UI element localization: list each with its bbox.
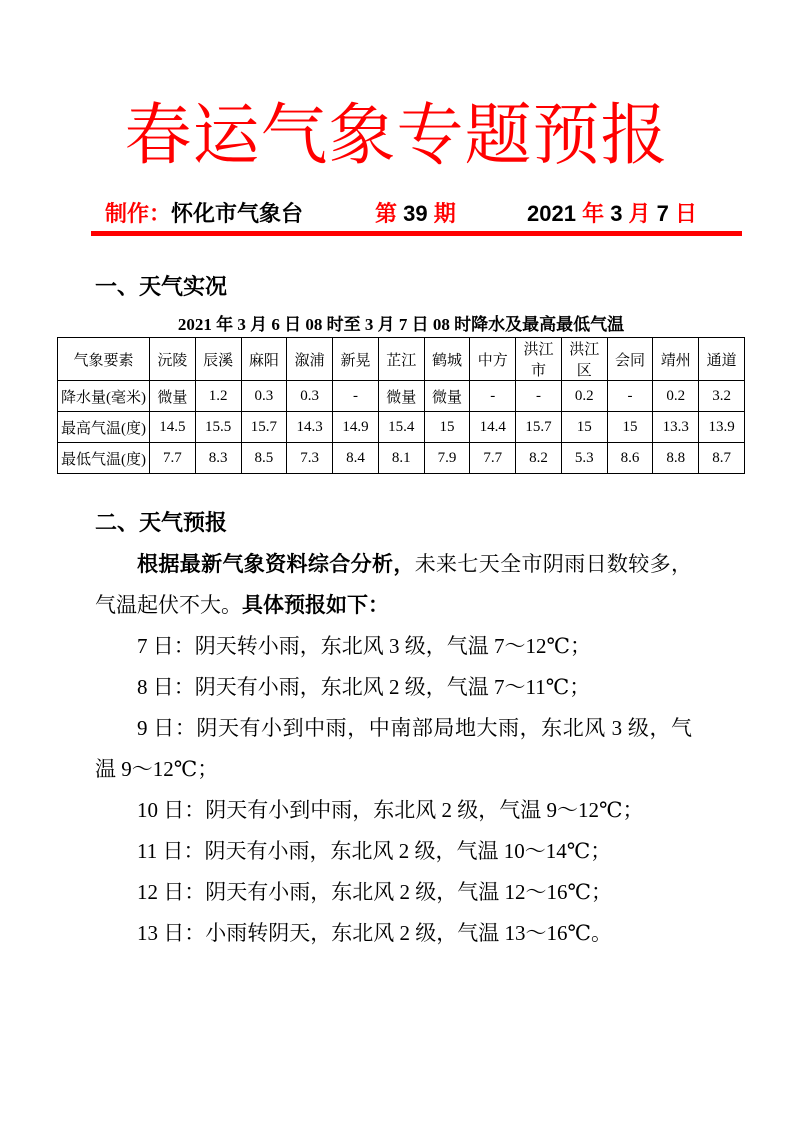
table-cell: 0.2 bbox=[653, 381, 699, 412]
table-cell: 3.2 bbox=[699, 381, 745, 412]
producer-name: 怀化市气象台 bbox=[171, 201, 304, 226]
date-month-unit: 月 bbox=[628, 201, 651, 226]
table-cell: 最低气温(度) bbox=[58, 443, 150, 474]
table-header-cell: 溆浦 bbox=[287, 338, 333, 381]
issue-suffix: 期 bbox=[427, 201, 456, 226]
forecast-line: 8 日：阴天有小雨，东北风 2 级，气温 7～11℃； bbox=[137, 675, 591, 699]
forecast-line: 7 日：阴天转小雨，东北风 3 级，气温 7～12℃； bbox=[137, 634, 591, 658]
table-header-cell: 麻阳 bbox=[241, 338, 287, 381]
forecast-line: 9 日：阴天有小到中雨，中南部局地大雨，东北风 3 级，气温 9～12℃； bbox=[95, 716, 692, 781]
forecast-line: 12 日：阴天有小雨，东北风 2 级，气温 12～16℃； bbox=[137, 880, 612, 904]
table-header-cell: 洪江区 bbox=[561, 338, 607, 381]
table-cell: 7.7 bbox=[470, 443, 516, 474]
table-header-cell: 中方 bbox=[470, 338, 516, 381]
forecast-line: 10 日：阴天有小到中雨，东北风 2 级，气温 9～12℃； bbox=[137, 798, 644, 822]
table-cell: 微量 bbox=[424, 381, 470, 412]
table-cell: 0.3 bbox=[241, 381, 287, 412]
table-cell: 8.2 bbox=[516, 443, 562, 474]
table-header-cell: 洪江市 bbox=[516, 338, 562, 381]
table-cell: 14.4 bbox=[470, 412, 516, 443]
table-cell: 8.7 bbox=[699, 443, 745, 474]
section-1-heading: 一、天气实况 bbox=[95, 274, 228, 299]
table-cell: 14.3 bbox=[287, 412, 333, 443]
table-header-cell: 辰溪 bbox=[195, 338, 241, 381]
weather-table-title: 2021 年 3 月 6 日 08 时至 3 月 7 日 08 时降水及最高最低气温 bbox=[177, 315, 625, 334]
table-header-cell: 鹤城 bbox=[424, 338, 470, 381]
table-cell: 5.3 bbox=[561, 443, 607, 474]
date-day-unit: 日 bbox=[675, 201, 698, 226]
table-cell: 15 bbox=[561, 412, 607, 443]
table-cell: 14.5 bbox=[150, 412, 196, 443]
intro-bold-tail: 具体预报如下： bbox=[242, 594, 389, 617]
table-cell: 15.4 bbox=[378, 412, 424, 443]
table-cell: 13.3 bbox=[653, 412, 699, 443]
issue-date bbox=[527, 197, 697, 228]
table-cell: 0.2 bbox=[561, 381, 607, 412]
table-cell: 1.2 bbox=[195, 381, 241, 412]
table-cell: 8.6 bbox=[607, 443, 653, 474]
weather-observation-table bbox=[57, 337, 745, 474]
issue-info-line bbox=[0, 197, 793, 229]
forecast-line: 13 日：小雨转阴天，东北风 2 级，气温 13～16℃。 bbox=[137, 921, 612, 945]
producer-block bbox=[105, 197, 303, 228]
forecast-intro-paragraph bbox=[95, 544, 692, 626]
table-row bbox=[58, 381, 745, 412]
red-divider-rule bbox=[91, 231, 742, 236]
table-header-cell: 沅陵 bbox=[150, 338, 196, 381]
table-header-cell: 气象要素 bbox=[58, 338, 150, 381]
table-row bbox=[58, 443, 745, 474]
producer-label: 制作： bbox=[105, 201, 172, 226]
table-cell: 15.7 bbox=[241, 412, 287, 443]
table-cell: 8.4 bbox=[333, 443, 379, 474]
table-cell: - bbox=[516, 381, 562, 412]
table-cell: 15.7 bbox=[516, 412, 562, 443]
table-cell: 14.9 bbox=[333, 412, 379, 443]
forecast-line: 11 日：阴天有小雨，东北风 2 级，气温 10～14℃； bbox=[137, 839, 612, 863]
table-header-row bbox=[58, 338, 745, 381]
document-title: 春运气象专题预报 bbox=[124, 99, 669, 173]
table-row bbox=[58, 412, 745, 443]
table-cell: - bbox=[607, 381, 653, 412]
table-cell: 降水量(毫米) bbox=[58, 381, 150, 412]
table-header-cell: 芷江 bbox=[378, 338, 424, 381]
forecast-body bbox=[95, 544, 692, 954]
table-header-cell: 通道 bbox=[699, 338, 745, 381]
issue-prefix: 第 bbox=[375, 201, 404, 226]
date-year: 2021 bbox=[527, 201, 583, 226]
table-cell: - bbox=[333, 381, 379, 412]
table-header-cell: 会同 bbox=[607, 338, 653, 381]
table-cell: 0.3 bbox=[287, 381, 333, 412]
table-cell: 微量 bbox=[378, 381, 424, 412]
table-cell: 8.1 bbox=[378, 443, 424, 474]
table-cell: 7.3 bbox=[287, 443, 333, 474]
forecast-list bbox=[95, 626, 692, 954]
table-cell: - bbox=[470, 381, 516, 412]
table-cell: 7.9 bbox=[424, 443, 470, 474]
issue-number: 39 bbox=[403, 201, 428, 226]
issue-number-block bbox=[375, 197, 456, 228]
intro-regular: 未来七天全市阴雨日数较多，气温起伏不大。 bbox=[95, 552, 693, 617]
table-cell: 15 bbox=[424, 412, 470, 443]
table-header-cell: 靖州 bbox=[653, 338, 699, 381]
table-cell: 微量 bbox=[150, 381, 196, 412]
table-header-cell: 新晃 bbox=[333, 338, 379, 381]
table-cell: 8.5 bbox=[241, 443, 287, 474]
table-cell: 15 bbox=[607, 412, 653, 443]
intro-bold-lead: 根据最新气象资料综合分析， bbox=[137, 553, 415, 576]
date-day: 7 bbox=[650, 201, 676, 226]
date-month: 3 bbox=[604, 201, 629, 226]
table-cell: 8.8 bbox=[653, 443, 699, 474]
table-cell: 15.5 bbox=[195, 412, 241, 443]
section-2-heading: 二、天气预报 bbox=[95, 510, 228, 535]
table-cell: 8.3 bbox=[195, 443, 241, 474]
table-cell: 13.9 bbox=[699, 412, 745, 443]
table-cell: 7.7 bbox=[150, 443, 196, 474]
date-year-unit: 年 bbox=[582, 201, 605, 226]
table-cell: 最高气温(度) bbox=[58, 412, 150, 443]
